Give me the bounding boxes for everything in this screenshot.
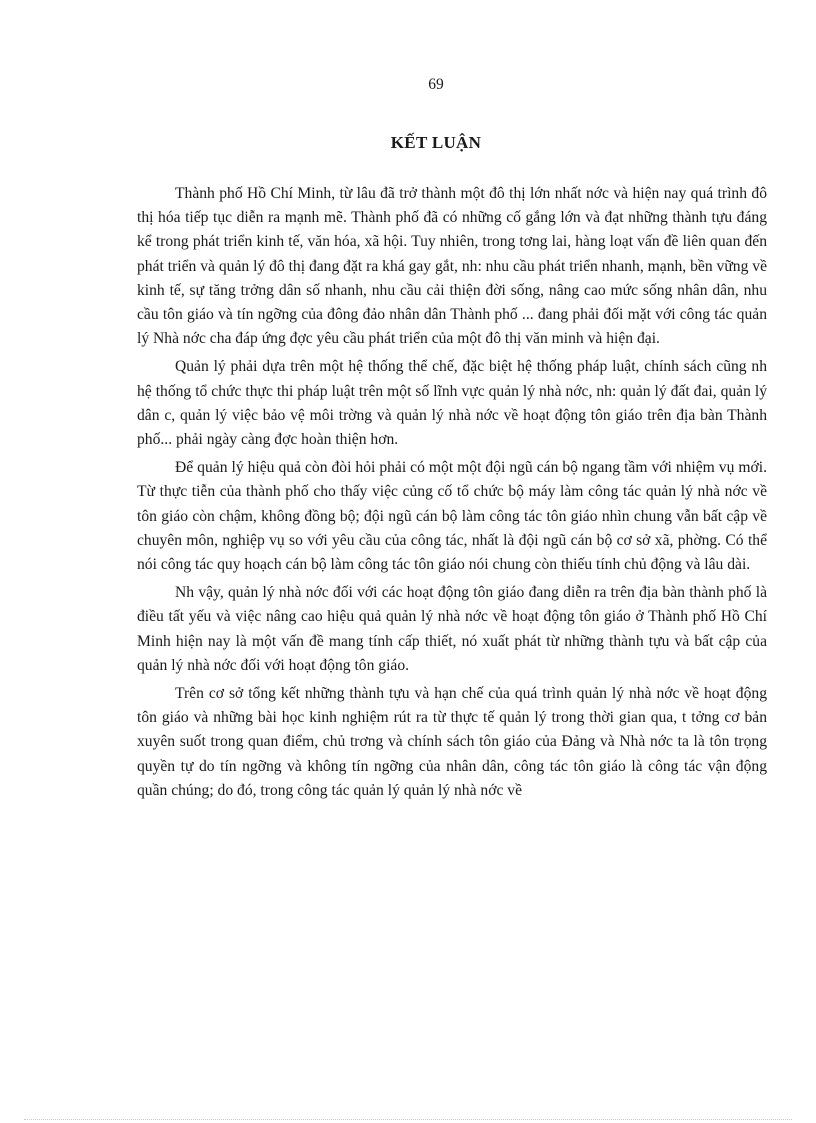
- paragraph-4: Nh vậy, quản lý nhà nớc đối với các hoạt động tôn giáo đang diễn ra trên địa bàn thành phố là điều tất yếu và việc nâng cao hiệu quả quản lý nhà nớc về hoạt động tôn giáo ở Thành phố Hồ Chí Minh hiện nay là một vấn đề mang tính cấp thiết, nó xuất phát từ những thành tựu và bất cập của quản lý nhà nớc đối với hoạt động tôn giáo.: [137, 584, 767, 674]
- paragraph-5: Trên cơ sở tổng kết những thành tựu và hạn chế của quá trình quản lý nhà nớc về hoạt động tôn giáo và những bài học kinh nghiệm rút ra từ thực tế quản lý trong thời gian qua, t tởng cơ bản xuyên suốt trong quan điểm, chủ trơng và chính sách tôn giáo của Đảng và Nhà nớc ta là tôn trọng quyền tự do tín ngỡng và không tín ngỡng của nhân dân, công tác tôn giáo là công tác vận động quần chúng; do đó, trong công tác quản lý quản lý nhà nớc về: [137, 685, 767, 799]
- body-text: [137, 182, 767, 807]
- paragraph-3: Để quản lý hiệu quả còn đòi hỏi phải có một một đội ngũ cán bộ ngang tầm với nhiệm vụ mới. Từ thực tiễn của thành phố cho thấy việc củng cố tổ chức bộ máy làm công tác quản lý nhà nớc về tôn giáo còn chậm, không đồng bộ; đội ngũ cán bộ làm công tác tôn giáo nhìn chung vẫn bất cập về chuyên môn, nghiệp vụ so với yêu cầu của công tác, nhất là đội ngũ cán bộ cơ sở xã, phờng. Có thể nói công tác quy hoạch cán bộ làm công tác tôn giáo nói chung còn thiếu tính chủ động và lâu dài.: [137, 459, 767, 574]
- footer-divider: [24, 1119, 792, 1120]
- paragraph-1: Thành phố Hồ Chí Minh, từ lâu đã trở thành một đô thị lớn nhất nớc và hiện nay quá trình đô thị hóa tiếp tục diễn ra mạnh mẽ. Thành phố đã có những cố gắng lớn và đạt những thành tựu đáng kể trong phát triển kinh tế, văn hóa, xã hội. Tuy nhiên, trong tơng lai, hàng loạt vấn đề liên quan đến phát triển và quản lý đô thị đang đặt ra khá gay gắt, nh: nhu cầu phát triển nhanh, mạnh, bền vững về kinh tế, sự tăng trởng dân số nhanh, nhu cầu cải thiện đời sống, nâng cao mức sống nhân dân, nhu cầu tôn giáo và tín ngỡng của đông đảo nhân dân Thành phố ... đang phải đối mặt với công tác quản lý Nhà nớc cha đáp ứng đợc yêu cầu phát triển của một đô thị văn minh và hiện đại.: [137, 185, 767, 348]
- page-title: KẾT LUẬN: [390, 133, 482, 152]
- page-number: 69: [428, 76, 444, 93]
- paragraph-2: Quản lý phải dựa trên một hệ thống thể chế, đặc biệt hệ thống pháp luật, chính sách cũng nh hệ thống tổ chức thực thi pháp luật trên một số lĩnh vực quản lý nhà nớc, nh: quản lý đất đai, quản lý dân c, quản lý việc bảo vệ môi trờng và quản lý nhà nớc về hoạt động tôn giáo trên địa bàn Thành phố... phải ngày càng đợc hoàn thiện hơn.: [137, 358, 767, 449]
